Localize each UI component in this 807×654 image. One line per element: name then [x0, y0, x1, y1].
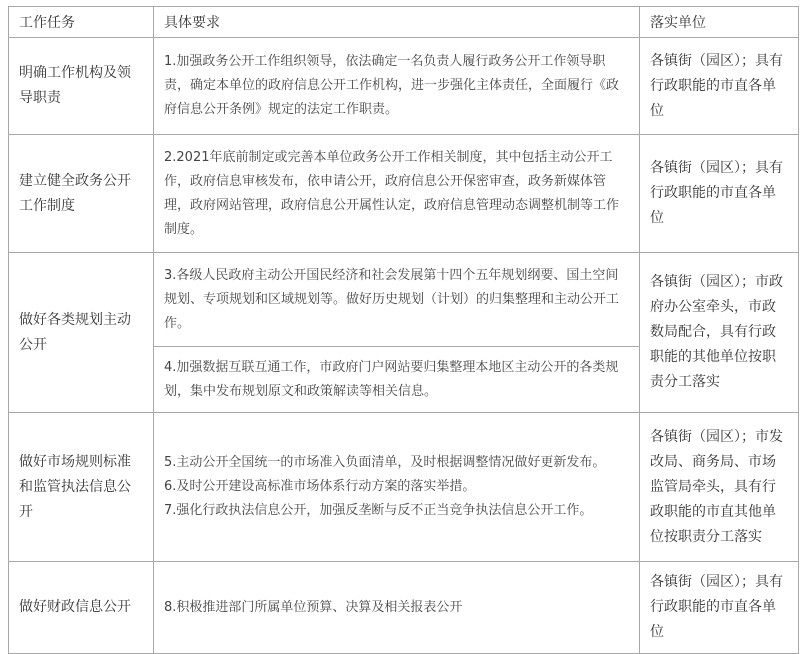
header-requirement: 具体要求: [154, 7, 640, 38]
requirement-item: 3.各级人民政府主动公开国民经济和社会发展第十四个五年规划纲要、国土空间规划、专项规划和区域规划等。做好历史规划（计划）的归集整理和主动公开工作。: [164, 267, 620, 331]
table-row: [9, 38, 799, 135]
unit-cell: 各镇街（园区）；市发改局、商务局、市场监管局牵头，具有行政职能的市直其他单位按职责分工落实: [640, 413, 799, 562]
table-row: [9, 413, 799, 562]
requirement-cell: [154, 562, 640, 654]
requirement-cell: [154, 253, 640, 347]
header-unit: 落实单位: [640, 7, 799, 38]
requirement-item: 1.加强政务公开工作组织领导，依法确定一名负责人履行政务公开工作领导职责，确定本单位的政府信息公开工作机构，进一步强化主体责任，全面履行《政府信息公开条例》规定的法定工作职责。: [164, 54, 620, 117]
task-cell: 做好财政信息公开: [9, 562, 154, 654]
task-cell: 建立健全政务公开工作制度: [9, 135, 154, 253]
table-row: [9, 562, 799, 654]
requirement-item: 4.加强数据互联互通工作，市政府门户网站要归集整理本地区主动公开的各类规划，集中发布规划原文和政策解读等相关信息。: [164, 359, 619, 399]
requirement-cell: [154, 347, 640, 413]
task-cell: 做好市场规则标准和监管执法信息公开: [9, 413, 154, 562]
requirement-item: 8.积极推进部门所属单位预算、决算及相关报表公开: [164, 599, 463, 615]
requirement-item: 2.2021年底前制定或完善本单位政务公开工作相关制度，其中包括主动公开工作，政府信息审核发布，依申请公开，政府信息公开保密审查，政务新媒体管理，政府网站管理，政府信息公开属性认定，政府信息管理动态调整机制等工作制度。: [164, 149, 620, 237]
table-header-row: [9, 7, 799, 38]
table-row: [9, 253, 799, 347]
unit-cell: 各镇街（园区）；市政府办公室牵头，市政数局配合，具有行政职能的其他单位按职责分工落实: [640, 253, 799, 413]
requirement-item: 7.强化行政执法信息公开，加强反垄断与反不正当竞争执法信息公开工作。: [164, 503, 593, 518]
requirement-cell: [154, 135, 640, 253]
task-table: [8, 6, 799, 654]
requirement-cell: [154, 413, 640, 562]
unit-cell: 各镇街（园区）；具有行政职能的市直各单位: [640, 562, 799, 654]
requirement-cell: [154, 38, 640, 135]
table-row: [9, 135, 799, 253]
requirement-item: 5.主动公开全国统一的市场准入负面清单，及时根据调整情况做好更新发布。: [164, 455, 606, 470]
task-cell: 做好各类规划主动公开: [9, 253, 154, 413]
header-task: 工作任务: [9, 7, 154, 38]
requirement-item: 6.及时公开建设高标准市场体系行动方案的落实举措。: [164, 479, 476, 494]
unit-cell: 各镇街（园区）；具有行政职能的市直各单位: [640, 135, 799, 253]
task-cell: 明确工作机构及领导职责: [9, 38, 154, 135]
unit-cell: 各镇街（园区）；具有行政职能的市直各单位: [640, 38, 799, 135]
